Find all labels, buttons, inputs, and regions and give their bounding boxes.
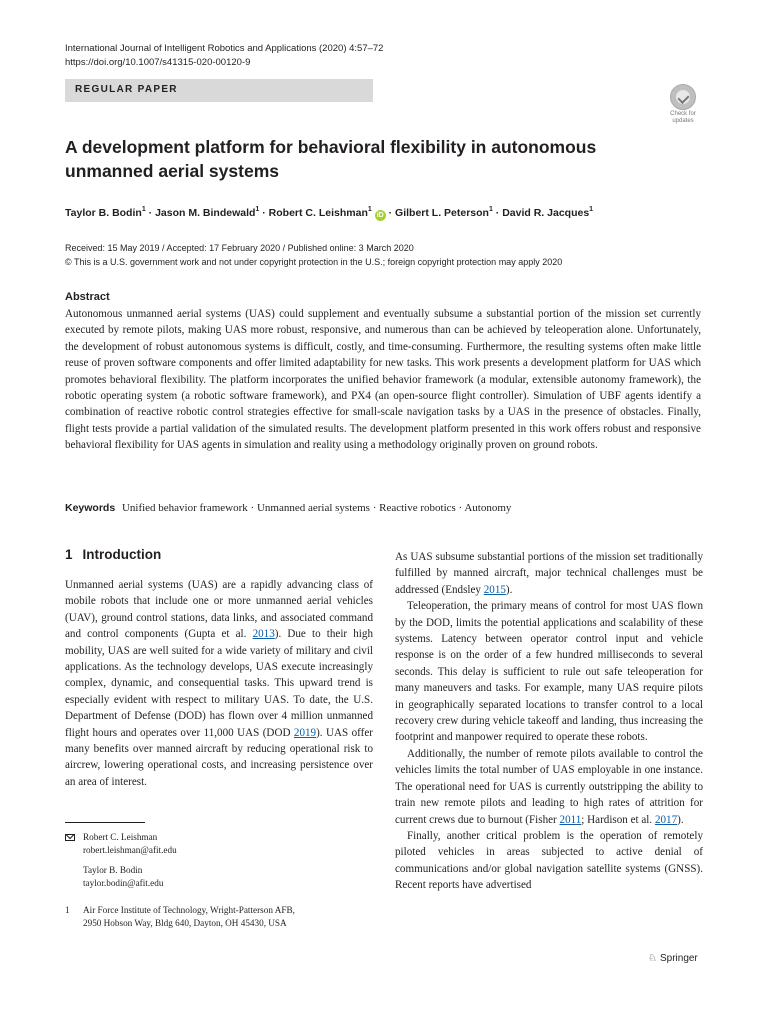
- affiliation-mark: 1: [65, 905, 70, 915]
- section-heading-introduction: [65, 547, 161, 562]
- contact-name: Taylor B. Bodin: [83, 865, 143, 875]
- publisher-logo: [648, 952, 698, 966]
- footnote-divider: [65, 822, 145, 823]
- text-run: ).: [677, 813, 684, 826]
- contact-email[interactable]: robert.leishman@afit.edu: [83, 844, 177, 855]
- keywords-label: Keywords: [65, 502, 116, 514]
- citation-link[interactable]: 2013: [252, 628, 275, 641]
- author-name[interactable]: Jason M. Bindewald: [155, 207, 256, 219]
- paragraph: Finally, another critical problem is the operation of remotely piloted vehicles in areas subjected to active denial of communications and/or global navigation satellite systems (GNSS). Recent reports have advertised: [395, 829, 703, 892]
- publisher-name: Springer: [659, 953, 698, 964]
- citation-link[interactable]: 2017: [654, 813, 678, 826]
- author-separator: ·: [145, 207, 156, 219]
- section-number: 1: [65, 547, 73, 562]
- contact-name: Robert C. Leishman: [83, 832, 158, 842]
- paragraph: [65, 577, 373, 790]
- paragraph: [395, 549, 703, 598]
- journal-citation: International Journal of Intelligent Robotics and Applications (2020) 4:57–72: [65, 43, 384, 54]
- citation-link[interactable]: 2015: [483, 583, 506, 596]
- text-run: ; Hardison et al.: [581, 813, 655, 826]
- springer-horse-icon: ♘: [648, 953, 657, 964]
- author-name[interactable]: Robert C. Leishman: [268, 207, 368, 219]
- paper-type-label: REGULAR PAPER: [75, 84, 178, 95]
- publication-dates: [65, 242, 562, 269]
- author-separator: ·: [385, 207, 396, 219]
- affiliation-mark: 1: [141, 206, 146, 213]
- paper-title: A development platform for behavioral flexibility in autonomous unmanned aerial systems: [65, 137, 597, 181]
- right-column-text: [395, 549, 703, 894]
- paragraph: [395, 746, 703, 828]
- date-history: Received: 15 May 2019 / Accepted: 17 February 2020 / Published online: 3 March 2020: [65, 243, 414, 253]
- text-run: ). UAS offer many benefits over manned aircraft by reducing operational risk to aircrew, lowering operational costs, and increasing persistence over an area of interest.: [65, 726, 373, 788]
- check-for-updates-badge[interactable]: [665, 84, 701, 124]
- check-updates-label: Check for updates: [670, 111, 696, 124]
- text-run: ). Due to their high mobility, UAS are well suited for a wide variety of military and civil applications. As the technology develops, UAS execute increasingly complex, dynamic, and consequential tasks. This upward trend is especially evident with respect to military UAS. To date, the U.S. Department of Defense (DOD) has flown over 4 million unmanned flight hours and operates over 11,000 UAS (DOD: [65, 628, 373, 739]
- keywords-list: Unified behavior framework · Unmanned aerial systems · Reactive robotics · Autonomy: [121, 502, 512, 514]
- author-name[interactable]: Gilbert L. Peterson: [395, 207, 489, 219]
- citation-link[interactable]: 2019: [293, 726, 317, 739]
- copyright-notice: © This is a U.S. government work and not under copyright protection in the U.S.; foreign copyright protection may apply 2020: [65, 256, 563, 267]
- keywords: [65, 500, 705, 516]
- affiliation-line: Air Force Institute of Technology, Wright-Patterson AFB,: [83, 905, 295, 915]
- abstract-text: Autonomous unmanned aerial systems (UAS) could supplement and eventually subsume a substantial portion of the mission set currently executed by remote pilots, making UAS more robust, responsive, and numerous than can be achieved by teleoperation alone. Unfortunately, the development of robust autonomous systems is difficult, costly, and time-consuming. Furthermore, the resulting systems often make little reuse of proven software components and offer limited adaptability for new tasks. This work presents a development platform for UAS which promotes behavioral flexibility. The platform incorporates the unified behavior framework (a modular, extensible autonomy framework), the robotic operating system (a robotic software framework), and PX4 (an open-source flight controller). Simulation of UBF agents identify a combination of reactive robotic control strategies effective for small-scale navigation tasks by a UAS in the presence of obstacles. Finally, flight tests provide a partial validation of the simulated results. The development platform presented in this work offers robust and responsive behavioral flexibility for UAS agents in simulation and reality using a methodology originally proven on ground robots.: [65, 308, 701, 452]
- affiliation-mark: 1: [367, 206, 372, 213]
- left-column-text: [65, 577, 373, 790]
- orcid-icon[interactable]: iD: [376, 212, 384, 219]
- contact-email[interactable]: taylor.bodin@afit.edu: [83, 877, 164, 888]
- text-run: Unmanned aerial systems (UAS) are a rapidly advancing class of mobile robots that include one or more unmanned aerial vehicles (UAV), ground control stations, data links, and associated command and control components (Gupta et al.: [65, 579, 373, 641]
- author-name[interactable]: David R. Jacques: [502, 207, 590, 219]
- text-run: ).: [505, 583, 513, 596]
- section-title: Introduction: [82, 547, 162, 562]
- author-list: [65, 202, 725, 221]
- affiliation-mark: 1: [488, 206, 493, 213]
- envelope-icon: [65, 831, 77, 845]
- check-updates-icon: [670, 84, 696, 110]
- affiliation-mark: 1: [255, 206, 260, 213]
- text-run: As UAS subsume substantial portions of the mission set traditionally fulfilled by manned aircraft, major technical challenges must be addressed (Endsley: [395, 551, 703, 596]
- author-name[interactable]: Taylor B. Bodin: [65, 207, 142, 219]
- paragraph: Teleoperation, the primary means of control for most UAS flown by the DOD, limits the potential applications and scalability of these systems. Latency between operator control input and vehicle response is on the order of a few hundred milliseconds to several seconds. This delay is sufficient to rule out safe teleoperation for many maneuvers and tasks. For example, many UAS require pilots in geographically separated locations to transfer control to a local recovery crew during vehicle takeoff and landing, thus increasing the footprint and manpower required to operate these robots.: [395, 600, 703, 744]
- journal-header: [65, 42, 383, 69]
- doi-link[interactable]: https://doi.org/10.1007/s41315-020-00120-9: [65, 56, 251, 68]
- author-separator: ·: [259, 207, 269, 219]
- paper-type-banner: [65, 79, 373, 102]
- affiliation-mark: 1: [589, 206, 594, 213]
- text-run: Additionally, the number of remote pilots available to control the vehicles limits the total number of UAS employable in one instance. The operational need for UAS is currently outstripping the ability to train new remote pilots and leading to high rates of attrition for current crews due to burnout (Fisher: [395, 747, 703, 826]
- citation-link[interactable]: 2011: [559, 813, 582, 826]
- author-separator: ·: [492, 207, 503, 219]
- affiliation-line: 2950 Hobson Way, Bldg 640, Dayton, OH 45430, USA: [83, 917, 287, 928]
- abstract-heading: Abstract: [65, 291, 110, 303]
